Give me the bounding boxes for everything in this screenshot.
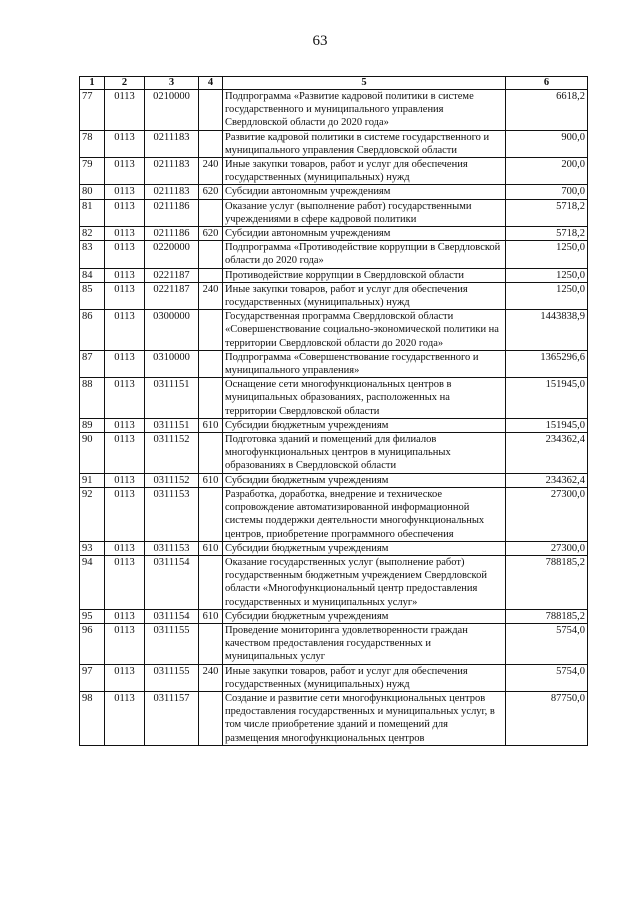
expense-type-code: 610 [199,473,223,487]
row-number: 87 [80,350,105,377]
section-code: 0113 [105,473,145,487]
row-amount: 900,0 [506,130,588,157]
expense-type-code: 240 [199,158,223,185]
row-amount: 27300,0 [506,487,588,541]
row-number: 89 [80,418,105,432]
row-number: 80 [80,185,105,199]
section-code: 0113 [105,282,145,309]
target-article-code: 0300000 [145,310,199,351]
table-row [80,473,588,487]
row-amount: 1250,0 [506,282,588,309]
row-description: Субсидии бюджетным учреждениям [223,541,506,555]
column-header: 3 [145,77,199,90]
row-description: Проведение мониторинга удовлетворенности граждан качеством предоставления государственных и муниципальных услуг [223,623,506,664]
row-amount: 234362,4 [506,473,588,487]
section-code: 0113 [105,609,145,623]
row-description: Иные закупки товаров, работ и услуг для обеспечения государственных (муниципальных) нужд [223,664,506,691]
section-code: 0113 [105,433,145,474]
target-article-code: 0311153 [145,541,199,555]
target-article-code: 0311152 [145,473,199,487]
row-number: 84 [80,268,105,282]
table-row [80,541,588,555]
row-number: 88 [80,378,105,419]
section-code: 0113 [105,310,145,351]
row-description: Субсидии автономным учреждениям [223,185,506,199]
target-article-code: 0210000 [145,90,199,131]
section-code: 0113 [105,691,145,745]
row-amount: 1250,0 [506,241,588,268]
row-amount: 5718,2 [506,199,588,226]
budget-table [79,76,588,746]
expense-type-code [199,350,223,377]
row-amount: 1250,0 [506,268,588,282]
table-row [80,664,588,691]
row-amount: 200,0 [506,158,588,185]
table-row [80,227,588,241]
row-description: Создание и развитие сети многофункциональных центров предоставления государственных и муниципальных услуг, в том числе приобретение зданий и помещений для размещения многофункциональных центров [223,691,506,745]
target-article-code: 0221187 [145,282,199,309]
section-code: 0113 [105,664,145,691]
row-amount: 1365296,6 [506,350,588,377]
row-amount: 87750,0 [506,691,588,745]
row-amount: 788185,2 [506,609,588,623]
table-row [80,241,588,268]
row-amount: 27300,0 [506,541,588,555]
section-code: 0113 [105,350,145,377]
row-description: Противодействие коррупции в Свердловской области [223,268,506,282]
section-code: 0113 [105,90,145,131]
section-code: 0113 [105,185,145,199]
row-description: Субсидии бюджетным учреждениям [223,609,506,623]
row-number: 91 [80,473,105,487]
section-code: 0113 [105,541,145,555]
table-row [80,130,588,157]
target-article-code: 0311153 [145,487,199,541]
row-number: 79 [80,158,105,185]
section-code: 0113 [105,487,145,541]
page-number: 63 [312,33,328,49]
section-code: 0113 [105,227,145,241]
row-amount: 6618,2 [506,90,588,131]
row-number: 82 [80,227,105,241]
section-code: 0113 [105,418,145,432]
row-amount: 788185,2 [506,555,588,609]
row-amount: 1443838,9 [506,310,588,351]
target-article-code: 0211183 [145,185,199,199]
section-code: 0113 [105,623,145,664]
row-number: 85 [80,282,105,309]
expense-type-code [199,378,223,419]
table-row [80,609,588,623]
target-article-code: 0311157 [145,691,199,745]
row-number: 97 [80,664,105,691]
row-amount: 151945,0 [506,378,588,419]
row-number: 92 [80,487,105,541]
table-row [80,199,588,226]
row-description: Подготовка зданий и помещений для филиалов многофункциональных центров в муниципальных образованиях в Свердловской области [223,433,506,474]
expense-type-code: 620 [199,227,223,241]
column-header: 1 [80,77,105,90]
expense-type-code [199,199,223,226]
target-article-code: 0311155 [145,623,199,664]
table-row [80,310,588,351]
row-description: Иные закупки товаров, работ и услуг для обеспечения государственных (муниципальных) нужд [223,158,506,185]
row-amount: 5754,0 [506,623,588,664]
row-description: Развитие кадровой политики в системе государственного и муниципального управления Свердловской области [223,130,506,157]
column-header: 2 [105,77,145,90]
expense-type-code [199,623,223,664]
expense-type-code: 610 [199,418,223,432]
column-header: 5 [223,77,506,90]
row-number: 81 [80,199,105,226]
expense-type-code [199,487,223,541]
table-row [80,378,588,419]
expense-type-code: 240 [199,664,223,691]
target-article-code: 0311151 [145,378,199,419]
row-number: 96 [80,623,105,664]
table-row [80,90,588,131]
expense-type-code [199,433,223,474]
target-article-code: 0211183 [145,158,199,185]
section-code: 0113 [105,241,145,268]
row-description: Подпрограмма «Противодействие коррупции в Свердловской области до 2020 года» [223,241,506,268]
expense-type-code [199,241,223,268]
section-code: 0113 [105,199,145,226]
row-description: Субсидии автономным учреждениям [223,227,506,241]
section-code: 0113 [105,378,145,419]
section-code: 0113 [105,158,145,185]
expense-type-code: 610 [199,541,223,555]
section-code: 0113 [105,555,145,609]
expense-type-code [199,555,223,609]
expense-type-code [199,310,223,351]
row-description: Подпрограмма «Развитие кадровой политики в системе государственного и муниципального управления Свердловской области до 2020 года» [223,90,506,131]
row-description: Субсидии бюджетным учреждениям [223,418,506,432]
row-amount: 234362,4 [506,433,588,474]
row-amount: 151945,0 [506,418,588,432]
row-number: 93 [80,541,105,555]
table-row [80,158,588,185]
table-row [80,555,588,609]
column-header: 4 [199,77,223,90]
target-article-code: 0211183 [145,130,199,157]
section-code: 0113 [105,130,145,157]
expense-type-code [199,90,223,131]
row-description: Иные закупки товаров, работ и услуг для обеспечения государственных (муниципальных) нужд [223,282,506,309]
row-number: 90 [80,433,105,474]
expense-type-code: 240 [199,282,223,309]
expense-type-code [199,691,223,745]
table-row [80,418,588,432]
row-number: 98 [80,691,105,745]
target-article-code: 0311154 [145,555,199,609]
table-row [80,487,588,541]
table-row [80,433,588,474]
target-article-code: 0311155 [145,664,199,691]
section-code: 0113 [105,268,145,282]
row-number: 86 [80,310,105,351]
table-row [80,268,588,282]
expense-type-code [199,130,223,157]
row-number: 83 [80,241,105,268]
row-description: Субсидии бюджетным учреждениям [223,473,506,487]
target-article-code: 0211186 [145,227,199,241]
target-article-code: 0311154 [145,609,199,623]
row-description: Разработка, доработка, внедрение и техническое сопровождение автоматизированной информационной системы поддержки деятельности многофункциональных центров, приобретение программного обеспечения [223,487,506,541]
target-article-code: 0211186 [145,199,199,226]
expense-type-code: 620 [199,185,223,199]
table-row [80,691,588,745]
table-row [80,623,588,664]
table-row [80,350,588,377]
row-amount: 5718,2 [506,227,588,241]
row-number: 78 [80,130,105,157]
expense-type-code: 610 [199,609,223,623]
row-description: Оказание услуг (выполнение работ) государственными учреждениями в сфере кадровой политики [223,199,506,226]
expense-type-code [199,268,223,282]
target-article-code: 0310000 [145,350,199,377]
row-number: 95 [80,609,105,623]
row-description: Подпрограмма «Совершенствование государственного и муниципального управления» [223,350,506,377]
table-row [80,185,588,199]
column-header: 6 [506,77,588,90]
target-article-code: 0220000 [145,241,199,268]
row-description: Оказание государственных услуг (выполнение работ) государственным бюджетным учреждением Свердловской области «Многофункциональный центр предоставления государственных и муниципальных услуг» [223,555,506,609]
row-description: Оснащение сети многофункциональных центров в муниципальных образованиях, расположенных на территории Свердловской области [223,378,506,419]
row-amount: 700,0 [506,185,588,199]
target-article-code: 0221187 [145,268,199,282]
target-article-code: 0311151 [145,418,199,432]
row-number: 77 [80,90,105,131]
target-article-code: 0311152 [145,433,199,474]
row-description: Государственная программа Свердловской области «Совершенствование социально-экономической политики на территории Свердловской области до 2020 года» [223,310,506,351]
row-amount: 5754,0 [506,664,588,691]
table-header-row [80,77,588,90]
table-row [80,282,588,309]
row-number: 94 [80,555,105,609]
